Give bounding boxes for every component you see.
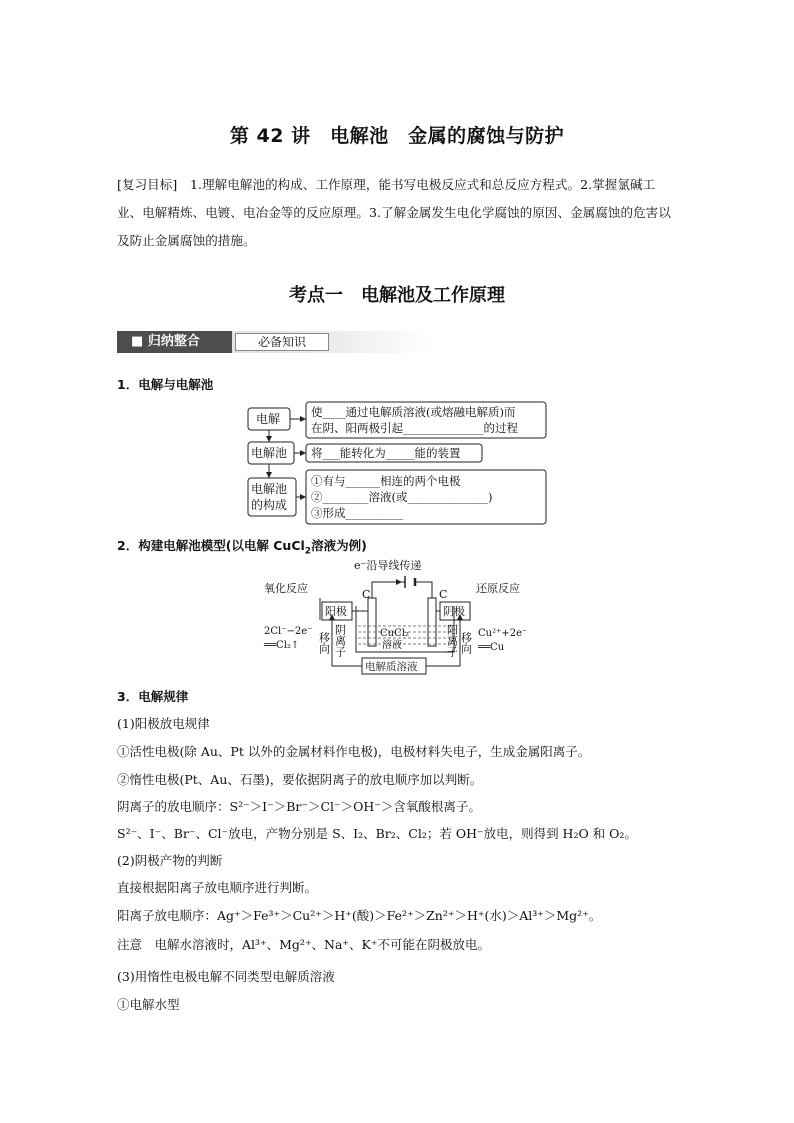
anode-equation-1: 2Cl⁻−2e⁻ — [264, 626, 313, 637]
cathode-equation-1: Cu²⁺+2e⁻ — [478, 628, 528, 639]
text-line-2: ①活性电极(除 Au、Pt 以外的金属材料作电极)，电极材料失电子，生成金属阳离子。 — [117, 744, 591, 759]
electrolysis-concept-diagram — [244, 398, 554, 528]
move-left: 移向 — [317, 632, 331, 654]
knowledge-banner — [117, 331, 431, 353]
page-title: 第 42 讲 电解池 金属的腐蚀与防护 — [229, 125, 565, 147]
label-composition-2: 的构成 — [251, 498, 288, 512]
note-line: 注意 电解水溶液时，Al³⁺、Mg²⁺、Na⁺、K⁺不可能在阴极放电。 — [117, 937, 490, 952]
heading-electrolysis: 1．电解与电解池 — [117, 377, 214, 392]
label-cell: 电解池 — [251, 446, 288, 460]
electron-flow: e⁻沿导线传递 — [354, 559, 422, 572]
text-line-7: 直接根据阳离子放电顺序进行判断。 — [117, 880, 318, 895]
anode-rod — [368, 598, 376, 646]
text-line-6: (2)阴极产物的判断 — [117, 853, 223, 868]
move-right: 移向 — [459, 632, 473, 654]
electrolytic-cell-model — [262, 558, 534, 676]
energy-conversion: 将___能转化为_____能的装置 — [311, 446, 461, 460]
cathode-equation-2: ══Cu — [478, 642, 505, 653]
heading-model — [117, 536, 367, 557]
reduction-label: 还原反应 — [476, 582, 520, 595]
carbon-electrode-2: C — [439, 588, 448, 601]
anode-label: 阳极 — [325, 605, 347, 618]
oxidation-label: 氧化反应 — [264, 582, 308, 595]
electrolyte-label: 电解质溶液 — [365, 661, 418, 673]
heading-model-sub: 2 — [304, 546, 312, 557]
anion-label: 阴离子 — [333, 624, 347, 657]
heading-rules: 3．电解规律 — [117, 689, 189, 704]
cation-label: 阳离子 — [445, 624, 459, 657]
banner-left-label: 归纳整合 — [147, 334, 200, 349]
carbon-electrode-1: C — [362, 588, 371, 601]
component-3: ③形成__________ — [311, 506, 403, 520]
cathode-label: 阴极 — [443, 605, 465, 618]
text-line-8: 阳离子放电顺序：Ag⁺＞Fe³⁺＞Cu²⁺＞H⁺(酸)＞Fe²⁺＞Zn²⁺＞H⁺(水)＞Al³⁺＞Mg²⁺。 — [117, 908, 602, 923]
banner-left: ■ 归纳整合 — [117, 331, 232, 353]
label-electrolysis: 电解 — [256, 412, 281, 426]
heading-model-b: 溶液为例) — [311, 538, 367, 553]
text-line-11: ①电解水型 — [117, 997, 180, 1012]
definition-line-2: 在阴、阳两极引起______________的过程 — [311, 421, 518, 435]
solution-formula: CuCl₂ — [380, 628, 409, 639]
component-2: ②________溶液(或______________) — [311, 490, 493, 504]
section-title: 考点一 电解池及工作原理 — [289, 285, 505, 306]
component-1: ①有与______相连的两个电极 — [311, 474, 461, 488]
anode-equation-2: ══Cl₂↑ — [264, 640, 300, 651]
cathode-rod — [428, 598, 436, 646]
text-line-10: (3)用惰性电极电解不同类型电解质溶液 — [117, 969, 335, 984]
review-goals: [复习目标] 1.理解电解池的构成、工作原理，能书写电极反应式和总反应方程式。2.掌握氯碱工业、电解精炼、电镀、电冶金等的反应原理。3.了解金属发生电化学腐蚀的原因、金属腐蚀的危害以及防止金属腐蚀的措施。 — [117, 177, 671, 248]
text-line-4: 阴离子的放电顺序：S²⁻＞I⁻＞Br⁻＞Cl⁻＞OH⁻＞含氧酸根离子。 — [117, 799, 481, 814]
text-line-5: S²⁻、I⁻、Br⁻、Cl⁻放电，产物分别是 S、I₂、Br₂、Cl₂；若 OH⁻放电，则得到 H₂O 和 O₂。 — [117, 826, 637, 841]
label-composition-1: 电解池 — [251, 482, 288, 496]
banner-right: 必备知识 — [235, 333, 329, 351]
text-line-3: ②惰性电极(Pt、Au、石墨)，要依据阴离子的放电顺序加以判断。 — [117, 772, 483, 787]
text-line-1: (1)阳极放电规律 — [117, 716, 210, 731]
definition-line-1: 使____通过电解质溶液(或熔融电解质)而 — [311, 405, 516, 419]
heading-model-a: 2．构建电解池模型(以电解 CuCl — [117, 538, 305, 553]
solution-label: 溶液 — [382, 640, 402, 651]
